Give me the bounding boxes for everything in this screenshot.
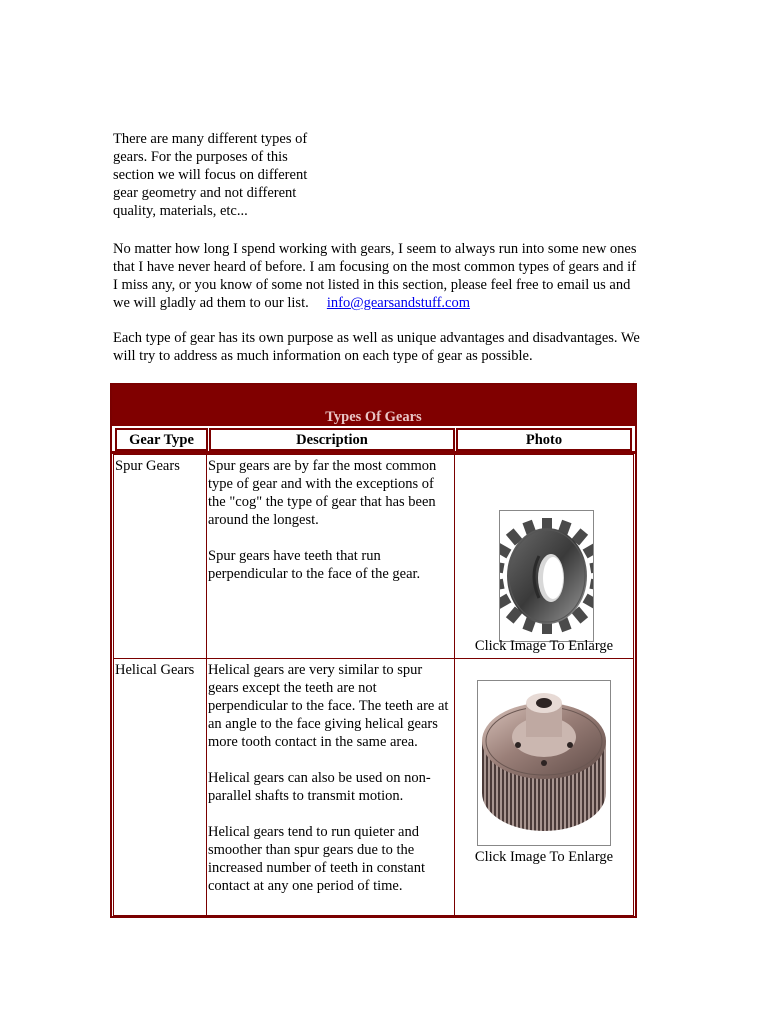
intro-paragraph-2-text: No matter how long I spend working with gears, I seem to always run into some new ones that I have never heard of before. I am focusing on the most common types of gears and if I miss any, or you know of some not listed in this section, please feel free to email us and we will gladly ad them to our list. <box>113 241 637 311</box>
spur-gear-image[interactable] <box>499 510 594 642</box>
gear-type-helical: Helical Gears <box>115 662 195 678</box>
gear-types-table <box>110 383 637 918</box>
header-photo: Photo <box>456 428 632 451</box>
helical-description-3: Helical gears tend to run quieter and smoother than spur gears due to the increased number of teeth in constant contact at any one period of time. <box>208 824 426 894</box>
table-title: Types Of Gears <box>112 385 635 426</box>
helical-image-caption[interactable]: Click Image To Enlarge <box>474 849 614 865</box>
table-row-spur-type-cell <box>113 454 209 660</box>
header-description: Description <box>209 428 455 451</box>
helical-description-1: Helical gears are very similar to spur gears except the teeth are not perpendicular to the face. The teeth are at an angle to the face giving helical gears more tooth contact in the same area. <box>208 662 449 750</box>
intro-paragraph-1: There are many different types of gears. For the purposes of this section we will focus on different gear geometry and not different quality, materials, etc... <box>113 131 308 219</box>
spur-image-caption[interactable]: Click Image To Enlarge <box>474 638 614 654</box>
intro-paragraph-3: Each type of gear has its own purpose as well as unique advantages and disadvantages. We will try to address as much information on each type of gear as possible. <box>113 330 640 364</box>
helical-gear-image[interactable] <box>477 680 611 846</box>
intro-paragraph-2 <box>113 240 643 312</box>
spur-gear-icon <box>500 511 593 641</box>
table-row-helical-photo-cell <box>454 658 634 916</box>
table-row-spur-description-cell <box>206 454 455 660</box>
table-row-spur-photo-cell <box>454 454 634 660</box>
gear-type-spur: Spur Gears <box>115 458 180 474</box>
spur-description-1: Spur gears are by far the most common type of gear and with the exceptions of the "cog" the type of gear that has been around the longest. <box>208 458 437 528</box>
table-row-helical-description-cell <box>206 658 455 916</box>
helical-gear-icon <box>478 681 610 845</box>
email-link[interactable]: info@gearsandstuff.com <box>326 295 471 311</box>
spur-description-2: Spur gears have teeth that run perpendicular to the face of the gear. <box>208 548 421 582</box>
table-row-helical-type-cell <box>113 658 209 916</box>
header-gear-type: Gear Type <box>115 428 208 451</box>
helical-description-2: Helical gears can also be used on non-parallel shafts to transmit motion. <box>208 770 431 804</box>
